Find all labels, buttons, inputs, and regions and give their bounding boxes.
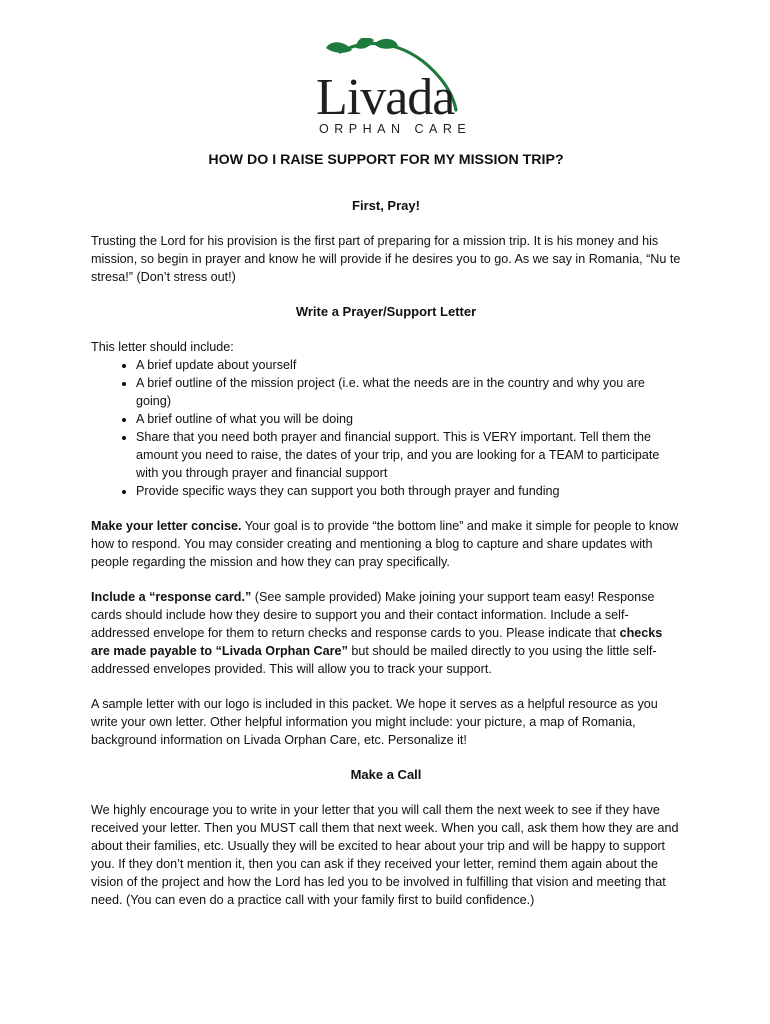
concise-lead: Make your letter concise. (91, 519, 242, 533)
section-heading-pray: First, Pray! (352, 198, 420, 213)
letter-intro: This letter should include: (91, 340, 234, 354)
section-heading-call: Make a Call (350, 767, 422, 782)
concise-paragraph (91, 517, 681, 571)
concise-text: Your goal is to provide “the bottom line” and make it simple for people to know how to respond. You may consider creating and mentioning a blog to capture and share updates with people regarding the mission and how they can pray specifically. (91, 519, 679, 569)
page-title: HOW DO I RAISE SUPPORT FOR MY MISSION TRIP? (208, 152, 564, 168)
call-paragraph: We highly encourage you to write in your letter that you will call them the next week to see if they have received your letter. Then you MUST call them that next week. When you call, ask them how they are and about their families, etc. Usually they will be excited to hear about your trip and will be happy to support you. If they don’t mention it, then you can ask if they received your letter, remind them again about the vision of the project and how the Lord has led you to be involved in fulfilling that vision and meeting that need. (You can even do a practice call with your family first to build confidence.) (91, 803, 679, 907)
logo-subtitle: ORPHAN CARE (319, 122, 472, 136)
list-item: • Provide specific ways they can support you both through prayer and funding (136, 482, 681, 500)
section-heading-letter: Write a Prayer/Support Letter (295, 304, 477, 319)
response-card-lead: Include a “response card.” (91, 590, 252, 604)
list-item: • Share that you need both prayer and financial support. This is VERY important. Tell them the amount you need to raise, the dates of your trip, and you are looking for a TEAM to participate with you through prayer and financial support (136, 428, 681, 482)
response-card-text: (See sample provided) Make joining your support team easy! Response cards should include how they desire to support you and their contact information. Include a self-addressed envelope for them to return checks and response cards to you. Please indicate that (91, 590, 655, 640)
sample-letter-paragraph: A sample letter with our logo is included in this packet. We hope it serves as a helpful resource as you write your own letter. Other helpful information you might include: your picture, a map of Romania, background information on Livada Orphan Care, etc. Personalize it! (91, 697, 658, 747)
logo-wordmark: Livada (316, 69, 455, 126)
pray-paragraph: Trusting the Lord for his provision is the first part of preparing for a mission trip. It is his money and his mission, so begin in prayer and know he will provide if he desires you to go. As we say in Romania, “Nu te stresa!” (Don’t stress out!) (91, 234, 681, 284)
response-card-paragraph (91, 588, 681, 678)
document-body (91, 150, 681, 926)
checks-payable-note: checks are made payable to “Livada Orphan Care” (91, 626, 663, 658)
response-card-text-2: but should be mailed directly to you using the little self-addressed envelopes provided. This will allow you to track your support. (91, 644, 657, 676)
list-item: • A brief update about yourself (136, 356, 681, 374)
list-item: • A brief outline of the mission project (i.e. what the needs are in the country and why you are going) (136, 374, 681, 410)
letter-checklist (91, 356, 681, 500)
livada-logo (300, 38, 470, 138)
list-item: • A brief outline of what you will be doing (136, 410, 681, 428)
